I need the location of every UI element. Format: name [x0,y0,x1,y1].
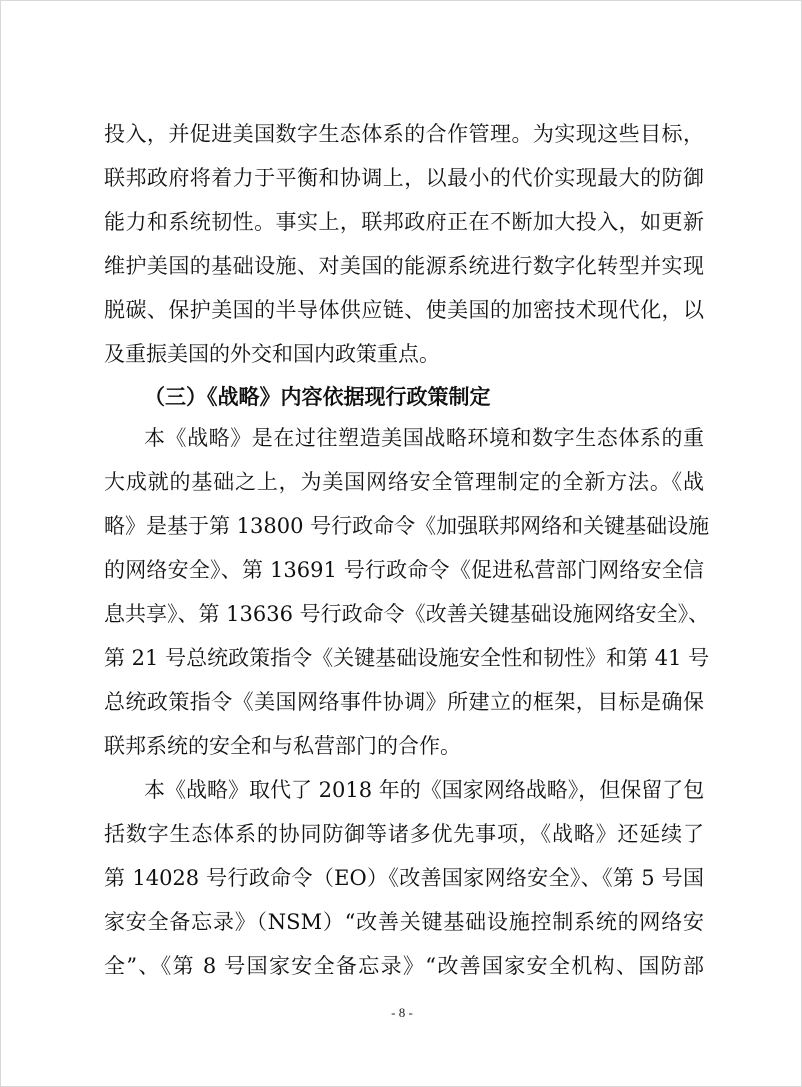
paragraph-3-line-2: 括数字生态体系的协同防御等诸多优先事项，《战略》还延续了 [104,822,704,846]
paragraph-1-line-6: 及重振美国的外交和国内政策重点。 [104,342,440,366]
paragraph-1-line-5: 脱碳、保护美国的半导体供应链、使美国的加密技术现代化，以 [104,298,704,322]
paragraph-2-line-8: 联邦系统的安全和与私营部门的合作。 [104,734,461,758]
paragraph-3-line-3: 第 14028 号行政命令（EO）《改善国家网络安全》、《第 5 号国 [104,866,704,890]
paragraph-1-line-3: 能力和系统韧性。事实上，联邦政府正在不断加大投入，如更新 [104,210,704,234]
paragraph-2-line-4: 的网络安全》、第 13691 号行政命令《促进私营部门网络安全信 [104,558,704,582]
paragraph-1-line-2: 联邦政府将着力于平衡和协调上，以最小的代价实现最大的防御 [104,166,704,190]
paragraph-3-line-1: 本《战略》取代了 2018 年的《国家网络战略》，但保留了包 [144,778,705,802]
paragraph-1-line-4: 维护美国的基础设施、对美国的能源系统进行数字化转型并实现 [104,254,704,278]
paragraph-3-line-5: 全”、《第 8 号国家安全备忘录》“改善国家安全机构、国防部 [104,954,704,978]
paragraph-3-line-4: 家安全备忘录》（NSM）“改善关键基础设施控制系统的网络安 [104,910,704,934]
paragraph-2-line-5: 息共享》、第 13636 号行政命令《改善关键基础设施网络安全》、 [104,602,710,626]
paragraph-2-line-1: 本《战略》是在过往塑造美国战略环境和数字生态体系的重 [144,426,704,450]
section-heading: （三）《战略》内容依据现行政策制定 [144,384,491,409]
paragraph-2-line-3: 略》是基于第 13800 号行政命令《加强联邦网络和关键基础设施 [104,514,710,538]
paragraph-2-line-2: 大成就的基础之上，为美国网络安全管理制定的全新方法。《战 [104,470,704,494]
paragraph-1-line-1: 投入，并促进美国数字生态体系的合作管理。为实现这些目标， [104,122,704,146]
page-number: - 8 - [391,1005,413,1020]
paragraph-2-line-7: 总统政策指令《美国网络事件协调》所建立的框架，目标是确保 [104,690,704,714]
paragraph-2-line-6: 第 21 号总统政策指令《关键基础设施安全性和韧性》和第 41 号 [104,646,710,670]
